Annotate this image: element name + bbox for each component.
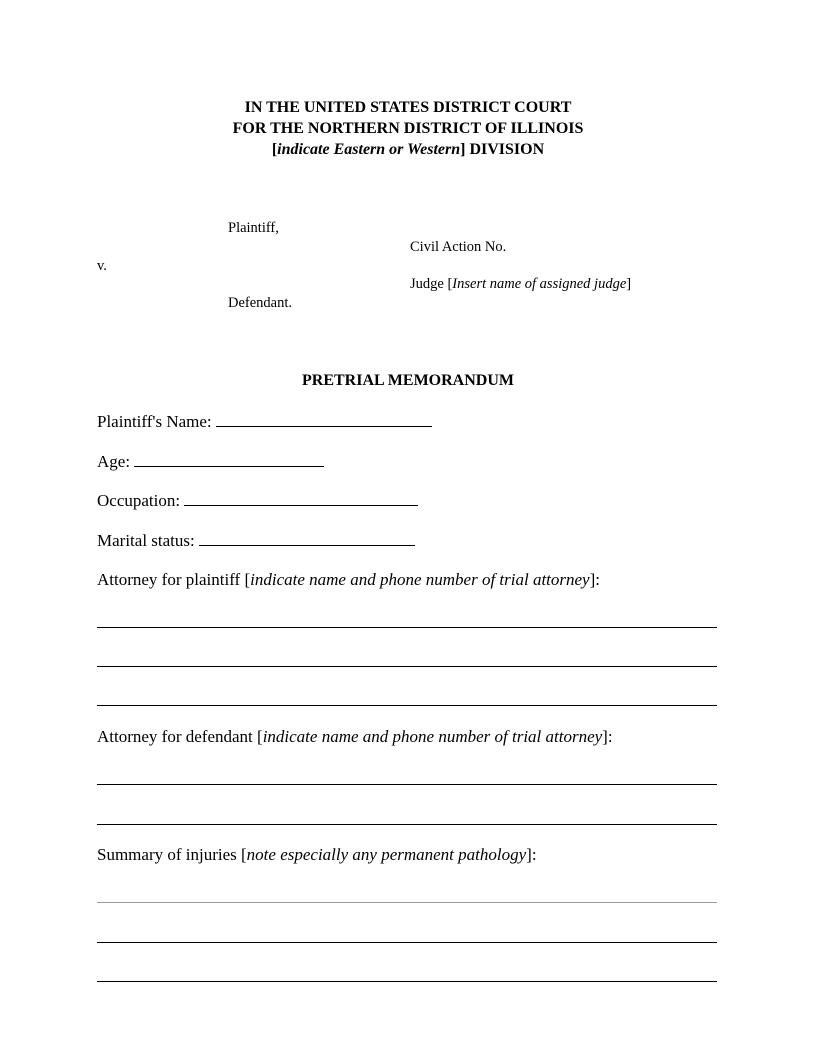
attorney-plaintiff-line-1[interactable] (97, 627, 717, 628)
attorney-defendant-prefix: Attorney for defendant [ (97, 727, 263, 746)
attorney-defendant-line-2[interactable] (97, 824, 717, 825)
age-label: Age: (97, 452, 131, 471)
age-blank[interactable] (134, 451, 324, 467)
injuries-line-2[interactable] (97, 942, 717, 943)
division-label: ] DIVISION (460, 141, 545, 158)
judge-instruction: Insert name of assigned judge (452, 276, 627, 292)
injuries-line-3[interactable] (97, 981, 717, 982)
court-name-line: IN THE UNITED STATES DISTRICT COURT (244, 99, 572, 116)
attorney-plaintiff-line-3[interactable] (97, 705, 717, 706)
attorney-defendant-line-1[interactable] (97, 784, 717, 785)
occupation-label: Occupation: (97, 491, 181, 510)
attorney-plaintiff-line-2[interactable] (97, 666, 717, 667)
document-title: PRETRIAL MEMORANDUM (302, 372, 514, 389)
attorney-defendant-label (97, 727, 613, 747)
judge-label (410, 276, 631, 293)
plaintiff-name-field (97, 411, 432, 432)
division-bracket-open: [ (271, 141, 278, 158)
attorney-defendant-suffix: ]: (602, 727, 613, 746)
injuries-line-1[interactable] (97, 902, 717, 903)
occupation-field (97, 490, 418, 511)
defendant-caption: Defendant. (228, 295, 293, 311)
court-header (0, 97, 816, 160)
judge-suffix: ] (626, 276, 632, 292)
attorney-defendant-instruction: indicate name and phone number of trial attorney (262, 727, 603, 746)
attorney-plaintiff-label (97, 570, 600, 590)
versus-label: v. (97, 258, 107, 274)
injuries-instruction: note especially any permanent pathology (246, 845, 527, 864)
marital-status-field (97, 530, 415, 551)
occupation-blank[interactable] (184, 490, 418, 506)
attorney-plaintiff-suffix: ]: (589, 570, 600, 589)
attorney-plaintiff-instruction: indicate name and phone number of trial attorney (250, 570, 590, 589)
plaintiff-caption: Plaintiff, (228, 220, 279, 236)
division-line (0, 139, 816, 160)
judge-prefix: Judge [ (410, 276, 453, 292)
marital-status-label: Marital status: (97, 531, 195, 550)
injuries-label (97, 845, 537, 865)
age-field (97, 451, 324, 472)
plaintiff-name-label: Plaintiff's Name: (97, 412, 212, 431)
attorney-plaintiff-prefix: Attorney for plaintiff [ (97, 570, 251, 589)
injuries-suffix: ]: (526, 845, 537, 864)
injuries-prefix: Summary of injuries [ (97, 845, 247, 864)
plaintiff-name-blank[interactable] (216, 411, 432, 427)
civil-action-label: Civil Action No. (410, 239, 507, 255)
division-instruction: indicate Eastern or Western (277, 141, 461, 158)
district-line: FOR THE NORTHERN DISTRICT OF ILLINOIS (232, 120, 584, 137)
marital-status-blank[interactable] (199, 530, 415, 546)
